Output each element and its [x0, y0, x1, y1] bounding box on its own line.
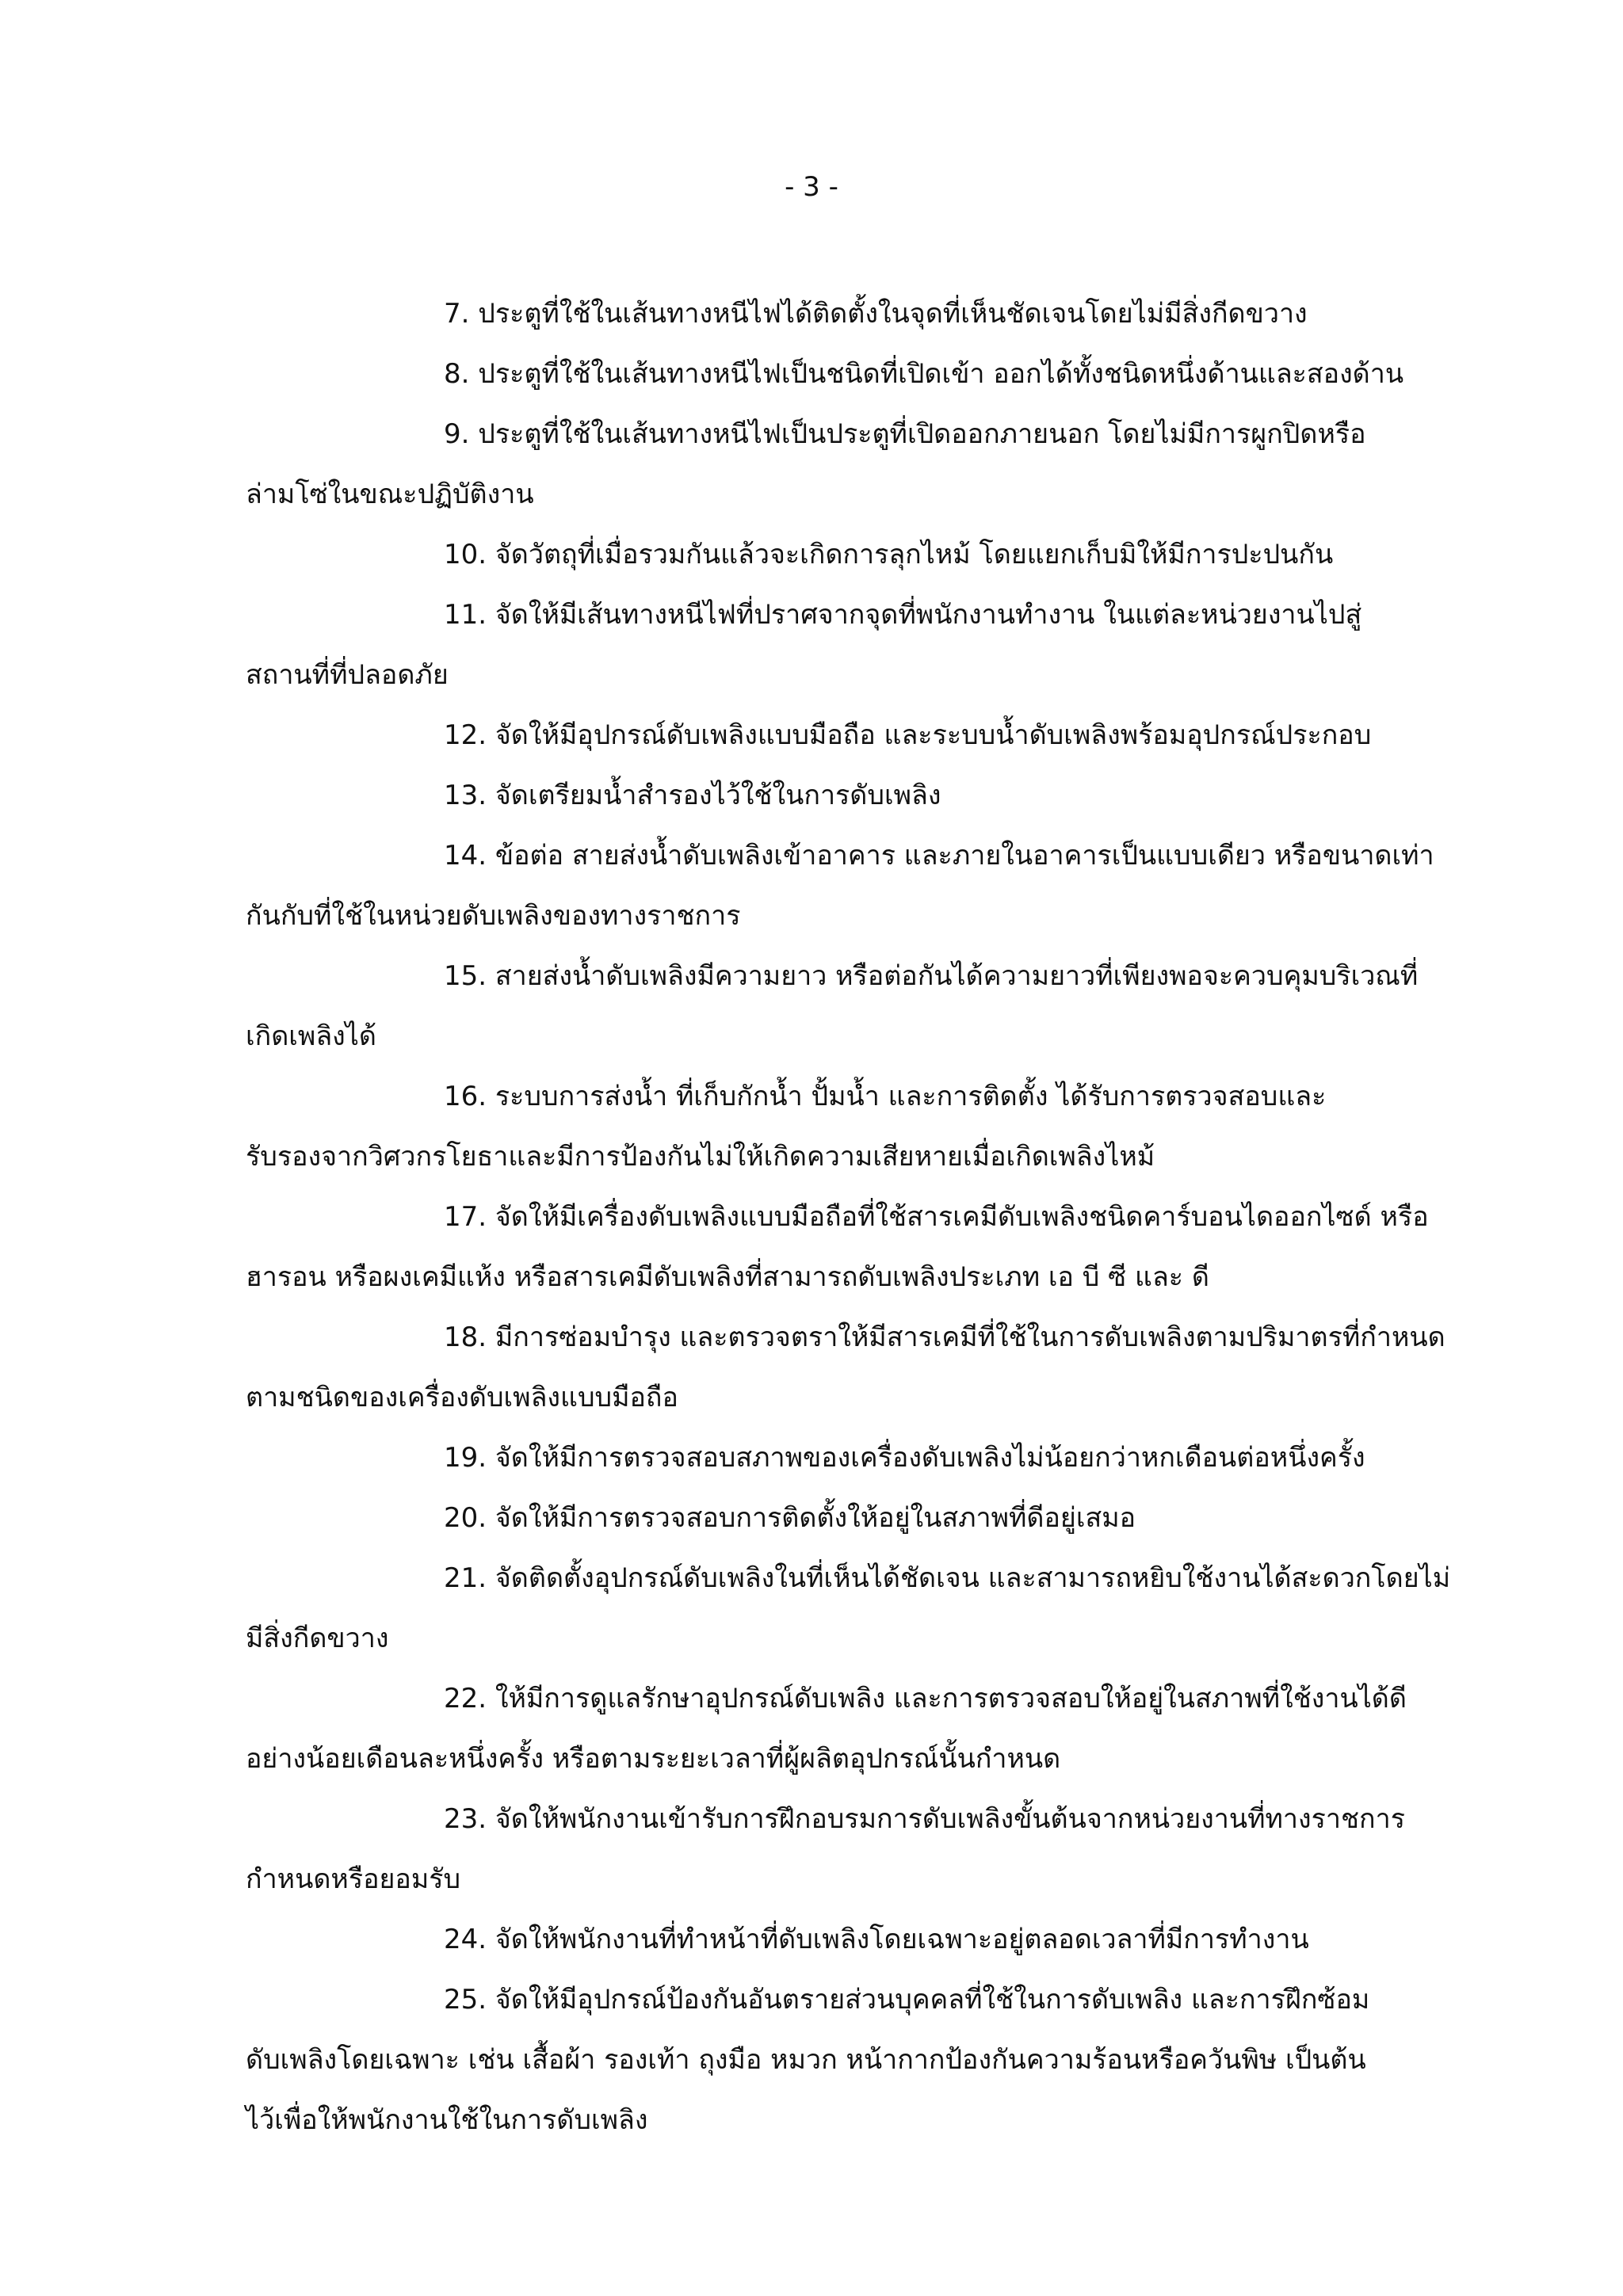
list-item: [246, 524, 1490, 585]
list-item: [246, 1488, 1490, 1548]
list-item-text: 25. จัดให้มีอุปกรณ์ป้องกันอันตรายส่วนบุคคลที่ใช้ในการดับเพลิง และการฝึกซ้อม: [444, 1984, 1370, 2016]
list-item-text: 10. จัดวัตถุที่เมื่อรวมกันแล้วจะเกิดการลุกไหม้ โดยแยกเก็บมิให้มีการปะปนกัน: [444, 539, 1334, 570]
list-item-text: 13. จัดเตรียมน้ำสำรองไว้ใช้ในการดับเพลิง: [444, 780, 941, 811]
list-item-continuation: กำหนดหรือยอมรับ: [246, 1863, 461, 1895]
list-item-text: 14. ข้อต่อ สายส่งน้ำดับเพลิงเข้าอาคาร และภายในอาคารเป็นแบบเดียว หรือขนาดเท่า: [444, 840, 1434, 871]
list-item: [246, 404, 1490, 524]
list-item-text: 12. จัดให้มีอุปกรณ์ดับเพลิงแบบมือถือ และระบบน้ำดับเพลิงพร้อมอุปกรณ์ประกอบ: [444, 719, 1372, 751]
list-item-text: 7. ประตูที่ใช้ในเส้นทางหนีไฟได้ติดตั้งในจุดที่เห็นชัดเจนโดยไม่มีสิ่งกีดขวาง: [444, 298, 1308, 330]
document-body: [246, 284, 1490, 2150]
list-item-text: 16. ระบบการส่งน้ำ ที่เก็บกักน้ำ ปั้มน้ำ และการติดตั้ง ได้รับการตรวจสอบและ: [444, 1081, 1327, 1112]
list-item-text: 21. จัดติดตั้งอุปกรณ์ดับเพลิงในที่เห็นได้ชัดเจน และสามารถหยิบใช้งานได้สะดวกโดยไม่: [444, 1562, 1451, 1594]
list-item-continuation: รับรองจากวิศวกรโยธาและมีการป้องกันไม่ให้เกิดความเสียหายเมื่อเกิดเพลิงไหม้: [246, 1141, 1155, 1173]
list-item: [246, 705, 1490, 765]
list-item-continuation: ฮารอน หรือผงเคมีแห้ง หรือสารเคมีดับเพลิงที่สามารถดับเพลิงประเภท เอ บี ซี และ ดี: [246, 1261, 1209, 1293]
page-number: - 3 -: [785, 171, 838, 203]
list-item: [246, 1548, 1490, 1669]
list-item-text: 20. จัดให้มีการตรวจสอบการติดตั้งให้อยู่ในสภาพที่ดีอยู่เสมอ: [444, 1502, 1136, 1534]
list-item-text: 18. มีการซ่อมบำรุง และตรวจตราให้มีสารเคมีที่ใช้ในการดับเพลิงตามปริมาตรที่กำหนด: [444, 1322, 1445, 1353]
list-item-continuation: ไว้เพื่อให้พนักงานใช้ในการดับเพลิง: [246, 2104, 648, 2136]
list-item-text: 17. จัดให้มีเครื่องดับเพลิงแบบมือถือที่ใช้สารเคมีดับเพลิงชนิดคาร์บอนไดออกไซด์ หรือ: [444, 1201, 1429, 1233]
list-item: [246, 1970, 1490, 2150]
list-item-text: 9. ประตูที่ใช้ในเส้นทางหนีไฟเป็นประตูที่เปิดออกภายนอก โดยไม่มีการผูกปิดหรือ: [444, 418, 1366, 450]
list-item: [246, 1066, 1490, 1187]
list-item: [246, 284, 1490, 344]
list-item: [246, 585, 1490, 705]
list-item-continuation: ล่ามโซ่ในขณะปฏิบัติงาน: [246, 479, 534, 510]
list-item: [246, 1187, 1490, 1307]
list-item-text: 23. จัดให้พนักงานเข้ารับการฝึกอบรมการดับเพลิงขั้นต้นจากหน่วยงานที่ทางราชการ: [444, 1803, 1405, 1835]
list-item: [246, 344, 1490, 404]
list-item: [246, 1789, 1490, 1909]
list-item: [246, 1428, 1490, 1488]
list-item: [246, 765, 1490, 826]
list-item-continuation: เกิดเพลิงได้: [246, 1020, 376, 1052]
list-item-text: 11. จัดให้มีเส้นทางหนีไฟที่ปราศจากจุดที่พนักงานทำงาน ในแต่ละหน่วยงานไปสู่: [444, 599, 1362, 631]
list-item-text: 15. สายส่งน้ำดับเพลิงมีความยาว หรือต่อกันได้ความยาวที่เพียงพอจะควบคุมบริเวณที่: [444, 960, 1419, 992]
list-item-text: 8. ประตูที่ใช้ในเส้นทางหนีไฟเป็นชนิดที่เปิดเข้า ออกได้ทั้งชนิดหนึ่งด้านและสองด้าน: [444, 358, 1404, 390]
list-item: [246, 1909, 1490, 1970]
list-item: [246, 1307, 1490, 1428]
list-item-continuation: มีสิ่งกีดขวาง: [246, 1623, 389, 1654]
list-item: [246, 1669, 1490, 1789]
list-item-continuation: อย่างน้อยเดือนละหนึ่งครั้ง หรือตามระยะเวลาที่ผู้ผลิตอุปกรณ์นั้นกำหนด: [246, 1743, 1061, 1775]
list-item-text: 24. จัดให้พนักงานที่ทำหน้าที่ดับเพลิงโดยเฉพาะอยู่ตลอดเวลาที่มีการทำงาน: [444, 1924, 1309, 1955]
list-item: [246, 946, 1490, 1066]
list-item: [246, 826, 1490, 946]
list-item-continuation: ดับเพลิงโดยเฉพาะ เช่น เสื้อผ้า รองเท้า ถุงมือ หมวก หน้ากากป้องกันความร้อนหรือควันพิษ เป็นต้น: [246, 2044, 1366, 2076]
list-item-continuation: สถานที่ที่ปลอดภัย: [246, 659, 449, 691]
list-item-continuation: กันกับที่ใช้ในหน่วยดับเพลิงของทางราชการ: [246, 900, 741, 932]
list-item-text: 19. จัดให้มีการตรวจสอบสภาพของเครื่องดับเพลิงไม่น้อยกว่าหกเดือนต่อหนึ่งครั้ง: [444, 1442, 1365, 1474]
list-item-continuation: ตามชนิดของเครื่องดับเพลิงแบบมือถือ: [246, 1382, 678, 1413]
list-item-text: 22. ให้มีการดูแลรักษาอุปกรณ์ดับเพลิง และการตรวจสอบให้อยู่ในสภาพที่ใช้งานได้ดี: [444, 1683, 1407, 1714]
